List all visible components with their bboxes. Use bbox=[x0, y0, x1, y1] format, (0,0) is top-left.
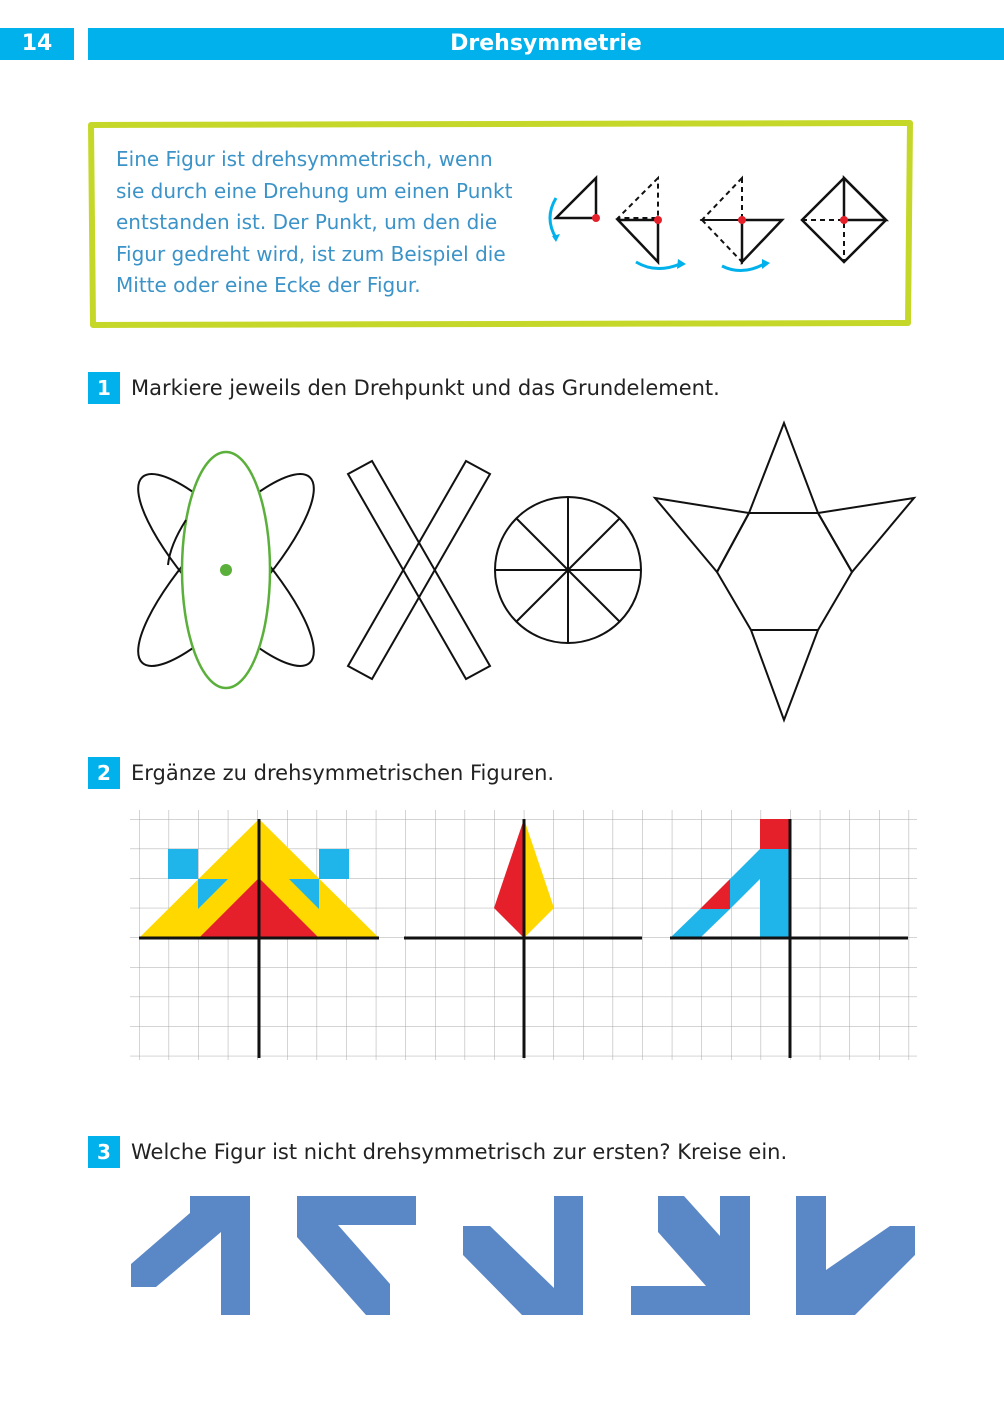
task-3-arrows bbox=[126, 1188, 922, 1322]
arrow-figure-1[interactable] bbox=[131, 1196, 250, 1315]
rotation-example-diagram bbox=[540, 170, 900, 280]
info-line: Eine Figur ist drehsymmetrisch, wenn bbox=[116, 147, 493, 171]
x-figure bbox=[348, 461, 490, 679]
rotation-step-3 bbox=[702, 178, 782, 271]
task-instruction: Markiere jeweils den Drehpunkt und das Grundelement. bbox=[131, 376, 720, 400]
rotation-step-2 bbox=[618, 178, 686, 269]
info-line: sie durch eine Drehung um einen Punkt bbox=[116, 178, 513, 203]
page-number: 14 bbox=[0, 28, 74, 60]
info-text bbox=[116, 144, 536, 302]
info-line: Mitte oder eine Ecke der Figur. bbox=[116, 273, 421, 297]
marked-rotation-center bbox=[220, 564, 232, 576]
rotation-step-1 bbox=[550, 178, 600, 242]
arrow-figure-3[interactable] bbox=[463, 1196, 583, 1315]
task-1-figures bbox=[120, 415, 930, 730]
task-instruction: Welche Figur ist nicht drehsymmetrisch zur ersten? Kreise ein. bbox=[131, 1140, 788, 1164]
wheel-figure bbox=[495, 497, 641, 643]
task-number: 3 bbox=[88, 1136, 120, 1168]
task-number: 2 bbox=[88, 757, 120, 789]
rotation-step-4 bbox=[802, 178, 886, 262]
info-line: entstanden ist. Der Punkt, um den die bbox=[116, 210, 498, 234]
arrow-figure-5[interactable] bbox=[796, 1196, 915, 1315]
page-title: Drehsymmetrie bbox=[88, 28, 1004, 60]
task-instruction: Ergänze zu drehsymmetrischen Figuren. bbox=[131, 761, 555, 785]
task-2-grid bbox=[128, 808, 920, 1066]
arrow-figure-2[interactable] bbox=[297, 1196, 416, 1315]
arrow-figure-4[interactable] bbox=[631, 1196, 750, 1315]
triangle-star-figure bbox=[655, 423, 914, 720]
info-line: Figur gedreht wird, ist zum Beispiel die bbox=[116, 241, 506, 266]
task-number: 1 bbox=[88, 372, 120, 404]
